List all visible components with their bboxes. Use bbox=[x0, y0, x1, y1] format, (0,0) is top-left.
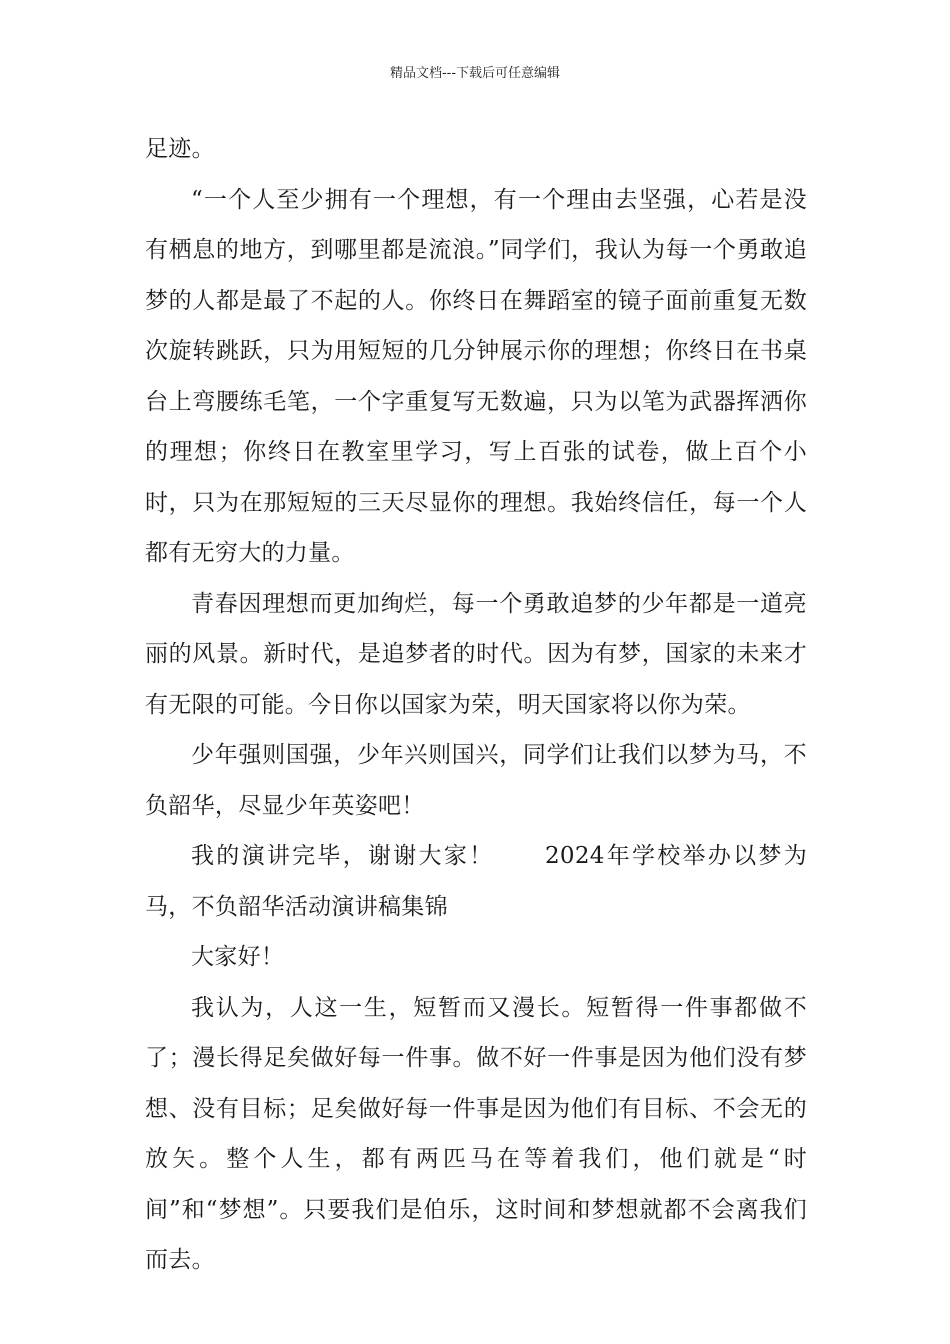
paragraph-continuation: 足迹。 bbox=[145, 136, 215, 162]
paragraph-closing-and-title: 我的演讲完毕，谢谢大家！ 2024年学校举办以梦为马，不负韶华活动演讲稿集锦 bbox=[145, 843, 807, 920]
paragraph-life-dreams: 我认为，人这一生，短暂而又漫长。短暂得一件事都做不了；漫长得足矣做好每一件事。做不好一件事是因为他们没有梦想、没有目标；足矣做好每一件事是因为他们有目标、不会无的放矢。整个人生，都有两匹马在等着我们，他们就是“时间”和“梦想”。只要我们是伯乐，这时间和梦想就都不会离我们而去。 bbox=[145, 994, 807, 1273]
paragraph-youth: 青春因理想而更加绚烂，每一个勇敢追梦的少年都是一道亮丽的风景。新时代，是追梦者的时代。因为有梦，国家的未来才有无限的可能。今日你以国家为荣，明天国家将以你为荣。 bbox=[145, 590, 807, 718]
document-body bbox=[145, 124, 807, 1286]
page-header: 精品文档---下载后可任意编辑 bbox=[389, 66, 561, 81]
paragraph-ideal-quote: “一个人至少拥有一个理想，有一个理由去坚强，心若是没有栖息的地方，到哪里都是流浪。”同学们，我认为每一个勇敢追梦的人都是最了不起的人。你终日在舞蹈室的镜子面前重复无数次旋转跳跃，只为用短短的几分钟展示你的理想；你终日在书桌台上弯腰练毛笔，一个字重复写无数遍，只为以笔为武器挥洒你的理想；你终日在教室里学习，写上百张的试卷，做上百个小时，只为在那短短的三天尽显你的理想。我始终信任，每一个人都有无穷大的力量。 bbox=[145, 186, 807, 566]
paragraph-strong-youth: 少年强则国强，少年兴则国兴，同学们让我们以梦为马，不负韶华，尽显少年英姿吧！ bbox=[145, 742, 807, 819]
paragraph-greeting: 大家好！ bbox=[191, 944, 285, 970]
